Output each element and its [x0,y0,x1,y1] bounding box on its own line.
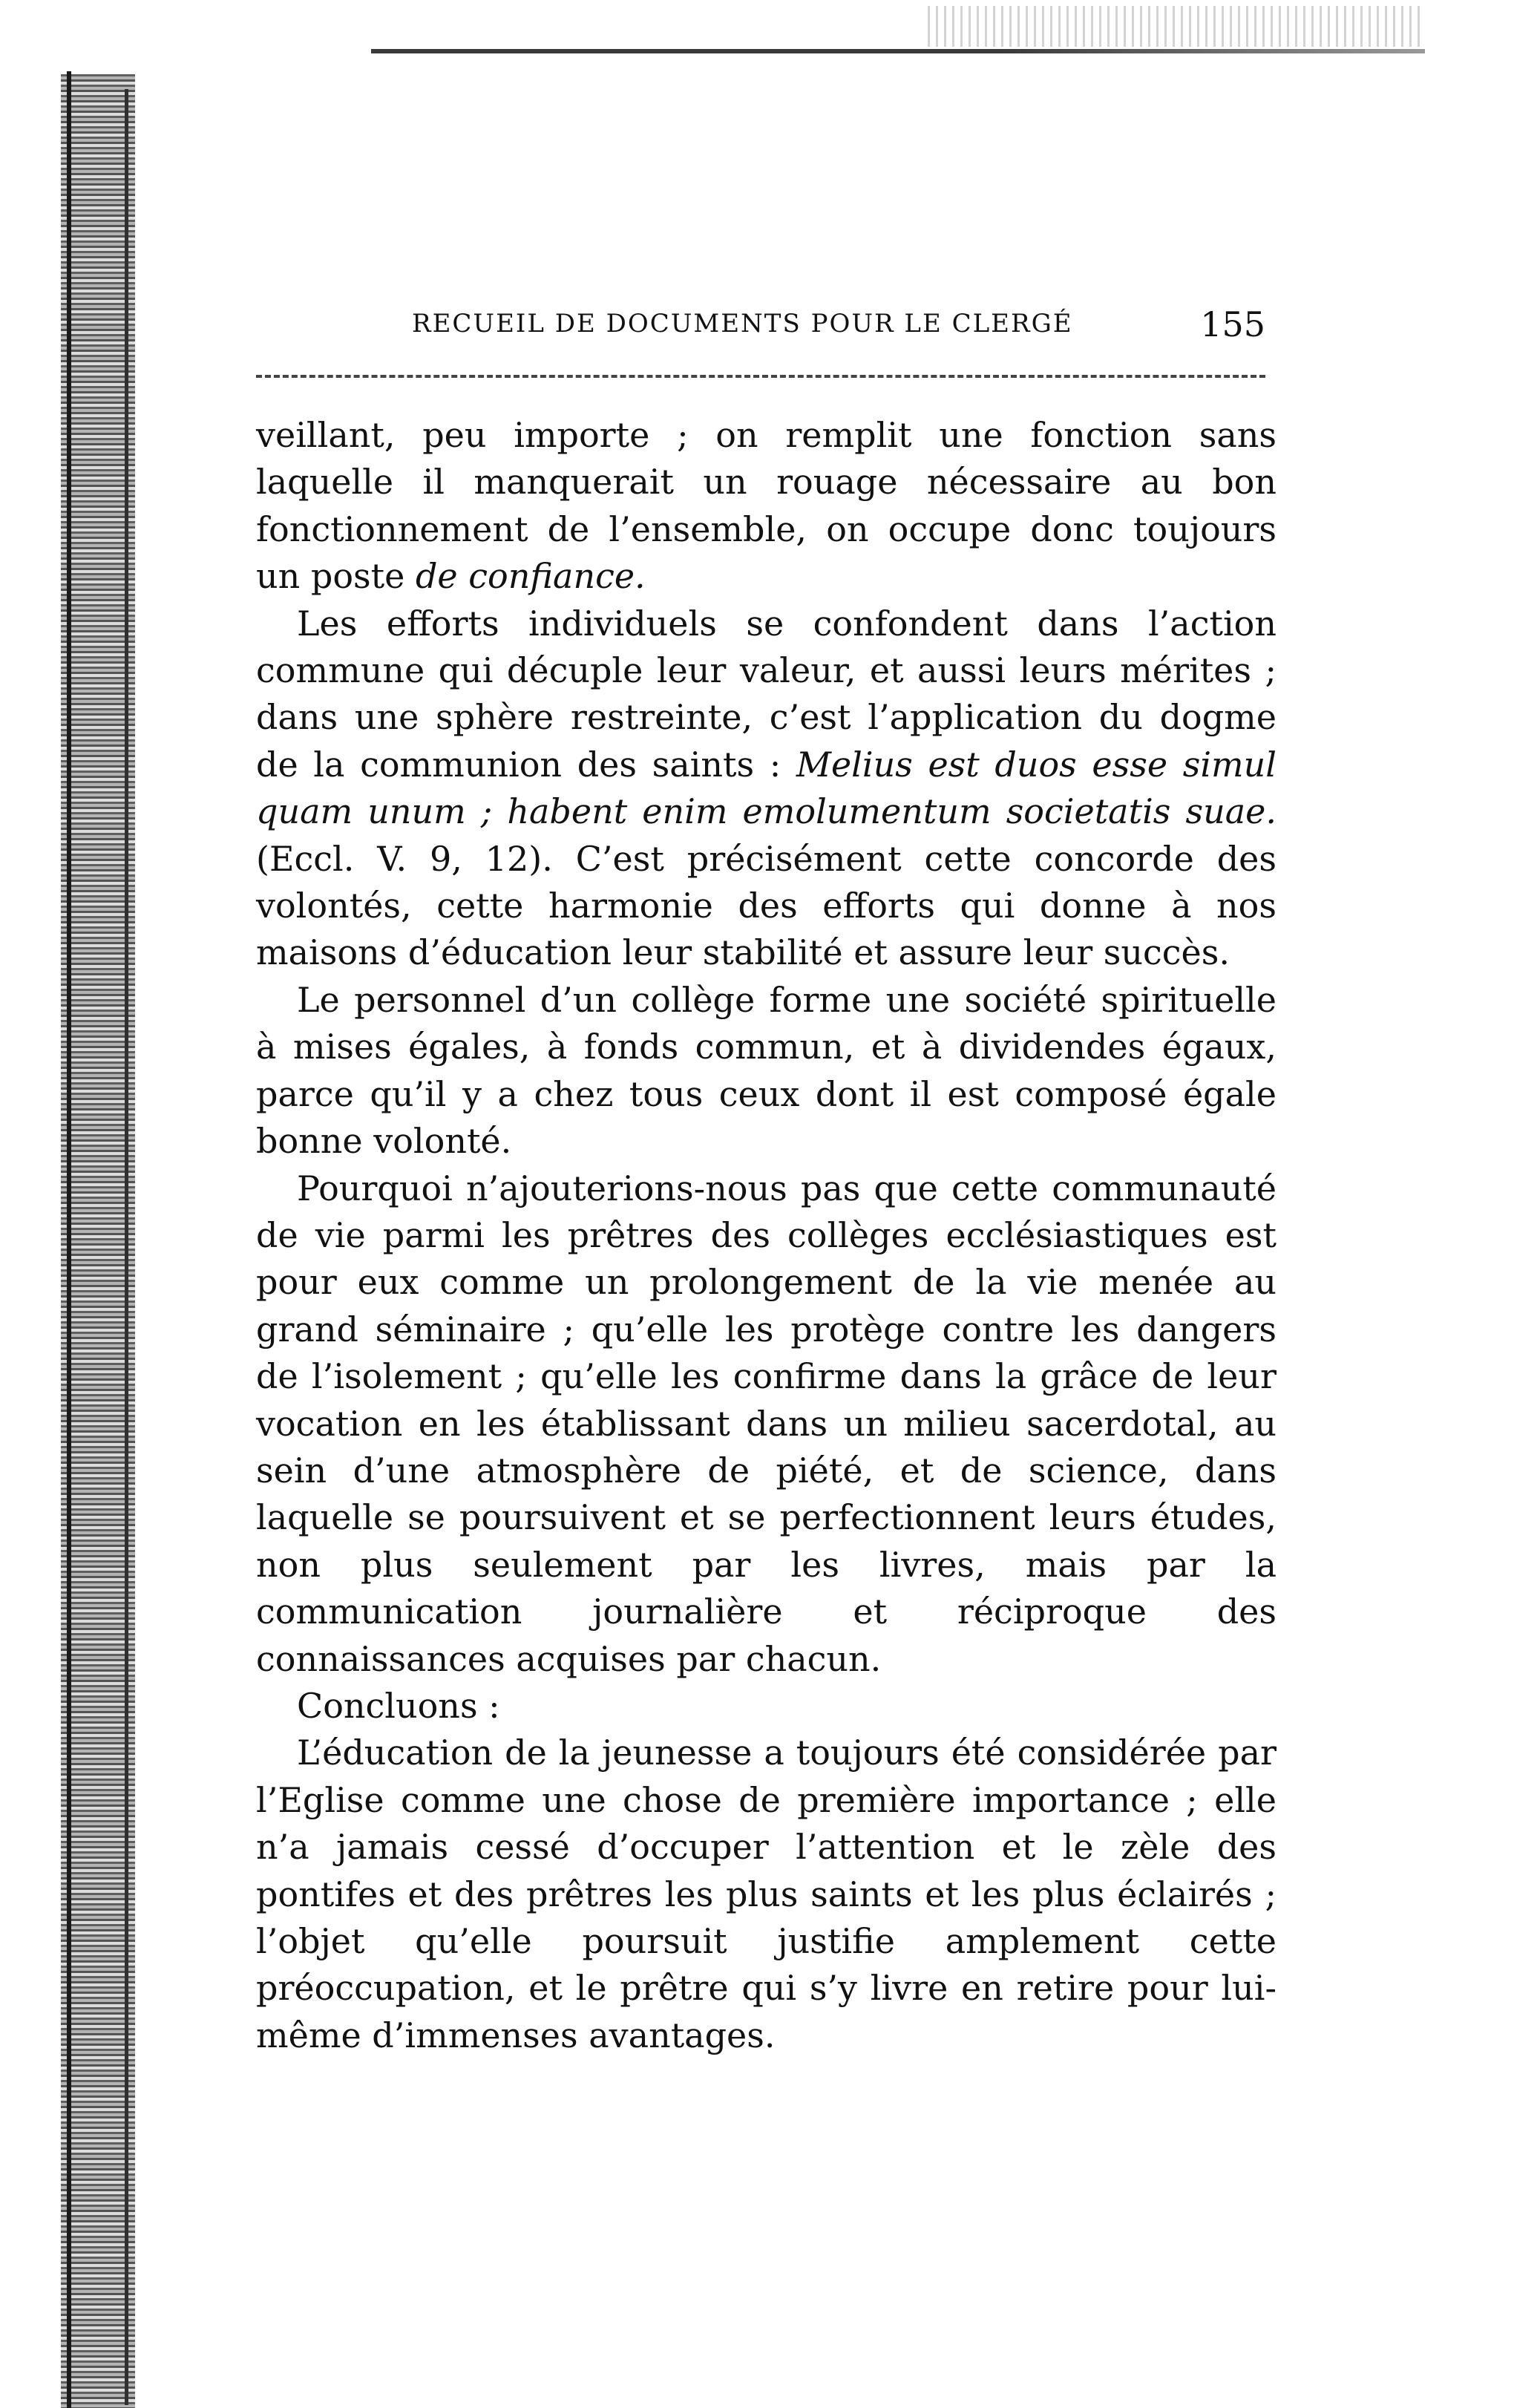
page-number: 155 [1200,304,1265,344]
binding-edge-line [67,71,71,2408]
paragraph-5: Concluons : [297,1685,500,1726]
page-body [256,412,1277,2059]
paragraph-4: Pourquoi n’ajouterions-nous pas que cette communauté de vie parmi les prêtres des collèges ecclésiastiques est pour eux comme un prolongement de la vie menée au grand séminaire ; qu’elle les protège contre les dangers de l’isolement ; qu’elle les confirme dans la grâce de leur vocation en les établissant dans un milieu sacerdotal, au sein d’une atmosphère de piété, et de science, dans laquelle se poursuivent et se perfectionnent leurs études, non plus seulement par les livres, mais par la communication journalière et réciproque des connaissances acquises par chacun. [256,1168,1277,1679]
paragraph-6: L’éducation de la jeunesse a toujours été considérée par l’Eglise comme une chose de première importance ; elle n’a jamais cessé d’occuper l’attention et le zèle des pontifes et des prêtres les plus saints et les plus éclairés ; l’objet qu’elle poursuit justifie amplement cette préoccupation, et le prêtre qui s’y livre en retire pour lui-même d’immenses avantages. [256,1733,1277,2055]
paragraph-3: Le personnel d’un collège forme une société spirituelle à mises égales, à fonds commun, et à dividendes égaux, parce qu’il y a chez tous ceux dont il est composé égale bonne volonté. [256,979,1277,1162]
paragraph-2 [256,601,1277,977]
paragraph-1-italic: de confiance. [415,556,646,597]
paragraph-1-text: veillant, peu importe ; on remplit une fonction sans laquelle il manquerait un rouage nécessaire au bon fonctionnement de l’ensemble, on occupe donc toujours un poste [256,415,1277,597]
paragraph-2-text-a: Les efforts individuels se confondent dans l’action commune qui décuple leur valeur, et aussi leurs mérites ; dans une sphère restreinte, c’est l’application du dogme de la communion des saints : [256,603,1277,785]
paragraph-1 [256,412,1277,601]
page-header [412,304,1265,349]
running-title: RECUEIL DE DOCUMENTS POUR LE CLERGÉ [412,309,1073,338]
book-binding-edge [61,74,135,2408]
paragraph-2-text-b: (Eccl. V. 9, 12). C’est précisément cette concorde des volontés, cette harmonie des efforts qui donne à nos maisons d’éducation leur stabilité et assure leur succès. [256,838,1277,973]
binding-edge-line-inner [125,89,128,2405]
header-rule [256,375,1265,378]
scan-speckle [928,6,1425,47]
scan-top-rule [371,49,1425,53]
latin-quotation: Melius est duos esse simul quam unum ; habent enim emolumentum societatis suae. [256,744,1277,832]
